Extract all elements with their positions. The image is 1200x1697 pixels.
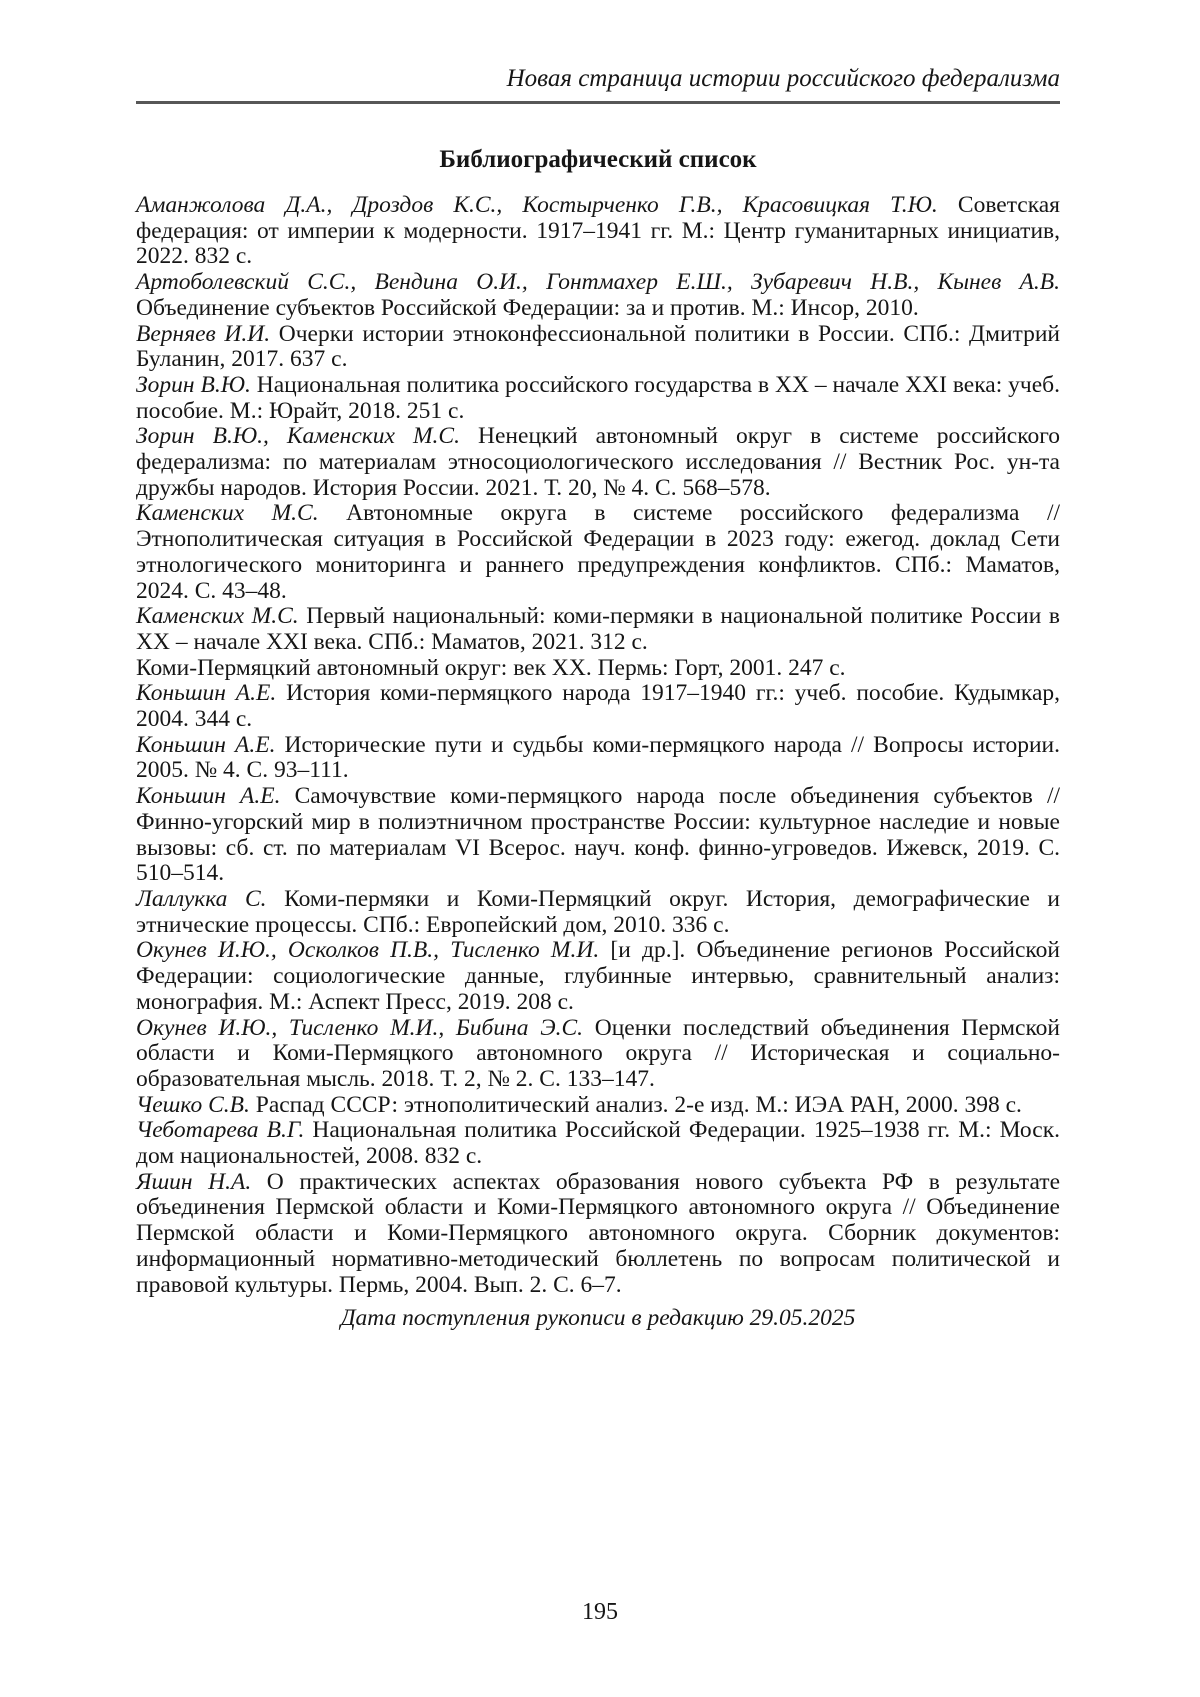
entry-authors: Аманжолова Д.А., Дроздов К.С., Костырченко Г.В., Красовицкая Т.Ю. — [136, 192, 958, 218]
bibliography-entry — [136, 681, 1060, 732]
entry-authors: Чешко С.В. — [136, 1091, 256, 1118]
entry-text: Распад СССР: этнополитический анализ. 2-е изд. М.: ИЭА РАН, 2000. 398 с. — [255, 1091, 1022, 1118]
entry-text: Ненецкий автономный округ в системе российского федерализма: по материалам этносоциологического исследования // Вестник Рос. ун-та дружбы народов. История России. 2021. Т. 20, № 4. С. 568–578. — [136, 423, 1061, 501]
entry-text: Самочувствие коми-пермяцкого народа после объединения субъектов // Финно-угорский мир в полиэтничном пространстве России: культурное наследие и новые вызовы: сб. ст. по материалам VI Всерос. науч. конф. финно-угроведов. Ижевск, 2019. С. 510–514. — [136, 783, 1060, 887]
bibliography-entry — [136, 1016, 1060, 1093]
bibliography-entry — [136, 887, 1060, 938]
entry-authors: Зорин В.Ю. — [136, 371, 257, 398]
entry-text: Первый национальный: коми-пермяки в национальной политике России в XX – начале XXI века. СПб.: Маматов, 2021. 312 с. — [136, 603, 1061, 655]
bibliography-entry — [136, 193, 1060, 270]
page-title: Библиографический список — [439, 146, 757, 173]
bibliography-entry — [136, 501, 1060, 604]
entry-authors: Окунев И.Ю., Осколков П.В., Тисленко М.И. — [136, 937, 611, 964]
bibliography-entry — [136, 270, 1060, 321]
entry-authors: Верняев И.И. — [136, 320, 279, 347]
entry-text: Национальная политика российского государства в XX – начале XXI века: учеб. пособие. М.: Юрайт, 2018. 251 с. — [136, 371, 1060, 424]
bibliography-entry — [136, 373, 1060, 424]
bibliography-list — [136, 193, 1060, 1298]
text-block — [136, 0, 1060, 1331]
entry-text: Оценки последствий объединения Пермской области и Коми-Пермяцкого автономного округа // Историческая и социально-образовательная мысль. 2018. Т. 2, № 2. С. 133–147. — [136, 1014, 1060, 1092]
entry-authors: Каменских М.С. — [136, 500, 347, 527]
entry-text: Советская федерация: от империи к модерности. 1917–1941 гг. М.: Центр гуманитарных инициатив, 2022. 832 с. — [136, 192, 1060, 270]
entry-authors: Чеботарева В.Г. — [136, 1117, 313, 1144]
entry-text: История коми-пермяцкого народа 1917–1940 гг.: учеб. пособие. Кудымкар, 2004. 344 с. — [136, 680, 1060, 733]
bibliography-entry — [136, 733, 1060, 784]
entry-text: О практических аспектах образования нового субъекта РФ в результате объединения Пермской области и Коми-Пермяцкого автономного округа // Объединение Пермской области и Коми-Пермяцкого автономного округа. Сборник документов: информационный нормативно-методический бюллетень по вопросам политической и правовой культуры. Пермь, 2004. Вып. 2. С. 6–7. — [136, 1168, 1061, 1298]
bibliography-entry — [136, 784, 1060, 887]
header-rule — [136, 101, 1060, 104]
entry-authors: Коньшин А.Е. — [136, 680, 287, 707]
entry-authors: Каменских М.С. — [136, 603, 307, 630]
bibliography-entry — [136, 1093, 1060, 1119]
entry-text: [и др.]. Объединение регионов Российской Федерации: социологические данные, глубинные интервью, сравнительный анализ: монография. М.: Аспект Пресс, 2019. 208 с. — [136, 937, 1060, 1015]
entry-authors: Зорин В.Ю., Каменских М.С. — [136, 423, 479, 450]
bibliography-entry — [136, 656, 1060, 682]
page-number: 195 — [582, 1599, 618, 1625]
bibliography-entry — [136, 604, 1060, 655]
entry-text: Коми-Пермяцкий автономный округ: век XX. Пермь: Горт, 2001. 247 с. — [136, 654, 846, 681]
entry-text: Национальная политика Российской Федерации. 1925–1938 гг. М.: Моск. дом национальностей, 2008. 832 с. — [136, 1117, 1060, 1170]
entry-text: Объединение субъектов Российской Федерации: за и против. М.: Инсор, 2010. — [136, 294, 919, 321]
entry-text: Очерки истории этноконфессиональной политики в России. СПб.: Дмитрий Буланин, 2017. 637 с. — [136, 320, 1060, 373]
entry-text: Исторические пути и судьбы коми-пермяцкого народа // Вопросы истории. 2005. № 4. С. 93–111. — [136, 731, 1061, 784]
entry-authors: Окунев И.Ю., Тисленко М.И., Бибина Э.С. — [136, 1014, 595, 1041]
bibliography-entry — [136, 322, 1060, 373]
entry-authors: Артоболевский С.С., Вендина О.И., Гонтмахер Е.Ш., Зубаревич Н.В., Кынев А.В. — [136, 269, 1060, 296]
bibliography-entry — [136, 424, 1060, 501]
entry-authors: Лаллукка С. — [136, 885, 285, 912]
bibliography-entry — [136, 1118, 1060, 1169]
entry-authors: Яшин Н.А. — [136, 1168, 267, 1195]
bibliography-entry — [136, 938, 1060, 1015]
running-head: Новая страница истории российского федерализма — [506, 65, 1060, 92]
entry-text: Автономные округа в системе российского федерализма // Этнополитическая ситуация в Российской Федерации в 2023 году: ежегод. доклад Сети этнологического мониторинга и раннего предупреждения конфликтов. СПб.: Маматов, 2024. С. 43–48. — [136, 500, 1060, 604]
entry-authors: Коньшин А.Е. — [136, 783, 295, 810]
entry-authors: Коньшин А.Е. — [136, 731, 285, 758]
entry-text: Коми-пермяки и Коми-Пермяцкий округ. История, демографические и этнические процессы. СПб.: Европейский дом, 2010. 336 с. — [136, 885, 1061, 938]
date-note: Дата поступления рукописи в редакцию 29.05.2025 — [340, 1305, 856, 1332]
bibliography-entry — [136, 1170, 1060, 1299]
